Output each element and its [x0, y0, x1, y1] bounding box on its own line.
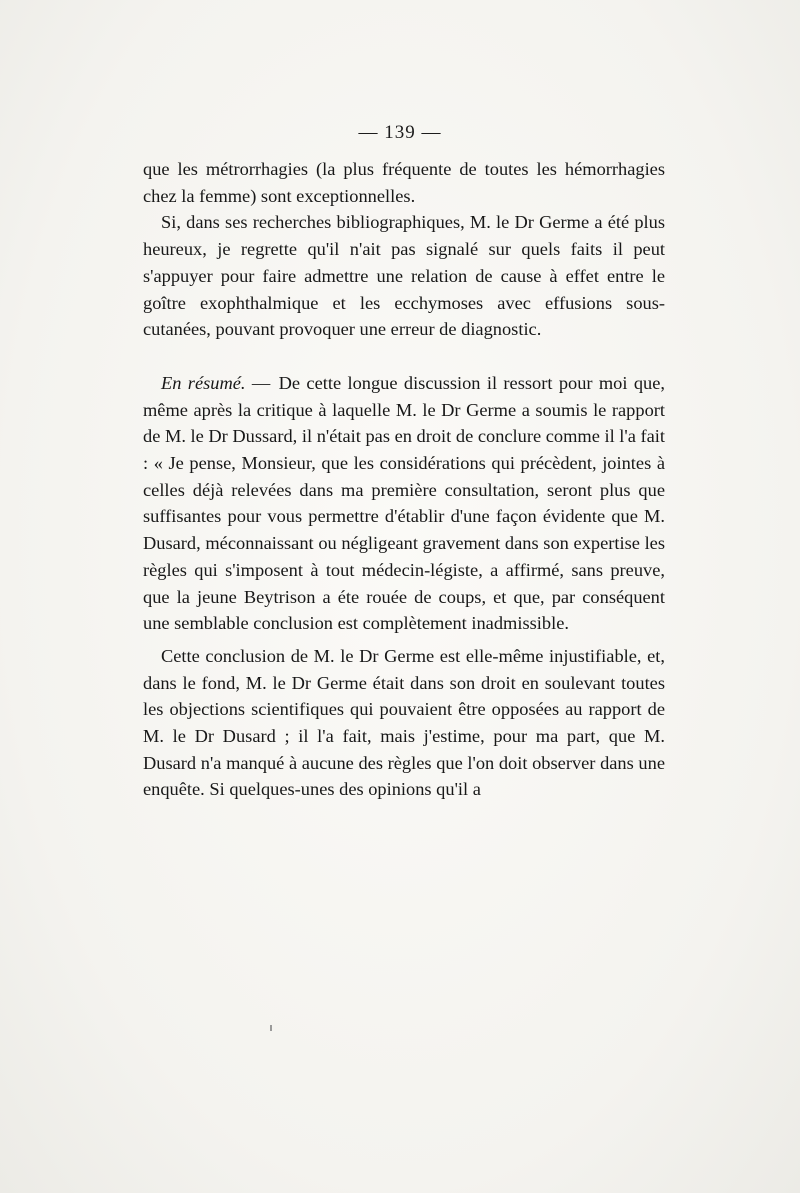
paragraph-summary [143, 370, 665, 637]
summary-lead: En résumé. [161, 372, 246, 393]
page-number: — 139 — [358, 122, 442, 143]
paragraph-continuation: que les métrorrhagies (la plus fréquente de toutes les hémorrhagies chez la femme) sont exceptionnelles. [143, 159, 665, 206]
summary-body: De cette longue discussion il ressort pour moi que, même après la critique à laquelle M. le Dr Germe a soumis le rapport de M. le Dr Dussard, il n'était pas en droit de conclure comme il l'a fait : « Je pense, Monsieur, que les considérations qui précèdent, jointes à celles déjà relevées dans ma première consultation, seront plus que suffisantes pour vous permettre d'établir d'une façon évidente que M. Dusard, méconnaissant ou négligeant gravement dans son expertise les règles qui s'imposent à tout médecin-légiste, a affirmé, sans preuve, que la jeune Beytrison a éte rouée de coups, et que, par conséquent une semblable conclusion est complètement inadmissible. [143, 372, 665, 634]
paragraph-bibliographic: Si, dans ses recherches bibliographiques, M. le Dr Germe a été plus heureux, je regrette qu'il n'ait pas signalé sur quels faits il peut s'appuyer pour faire admettre une relation de cause à effet entre le goître exophthalmique et les ecchymoses avec effusions sous-cutanées, pouvant provoquer une erreur de diagnostic. [143, 212, 665, 340]
summary-dash: — [245, 372, 277, 393]
body-text [143, 156, 665, 803]
paragraph-conclusion: Cette conclusion de M. le Dr Germe est elle-même injustifiable, et, dans le fond, M. le Dr Germe était dans son droit en soulevant toutes les objections scientifiques qui pouvaient être opposées au rapport de M. le Dr Dusard ; il l'a fait, mais j'estime, pour ma part, que M. Dusard n'a manqué à aucune des règles que l'on doit observer dans une enquête. Si quelques-unes des opinions qu'il a [143, 645, 665, 800]
paper-speck [270, 1025, 272, 1031]
paragraph-break [143, 343, 665, 370]
